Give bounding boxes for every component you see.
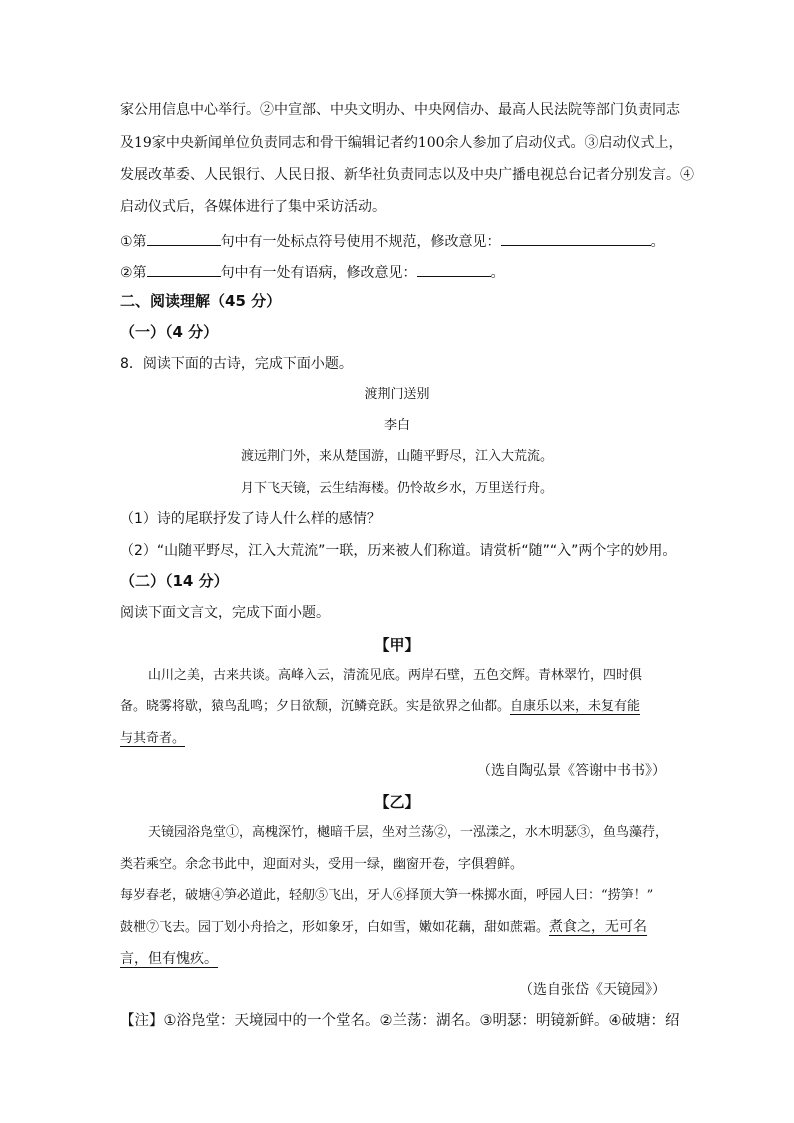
- answer-blank[interactable]: [147, 231, 221, 246]
- question-7-item-1: [120, 231, 665, 251]
- classical-text-line: [120, 918, 647, 937]
- passage-line: 及19家中央新闻单位负责同志和骨干编辑记者约100余人参加了启动仪式。③启动仪式上，: [120, 135, 683, 151]
- answer-blank[interactable]: [501, 231, 651, 246]
- question-7-item-2: [120, 262, 505, 282]
- question-8-sub-1: （1）诗的尾联抒发了诗人什么样的感情？: [120, 511, 381, 527]
- question-8-sub-2: （2）“山随平野尽，江入大荒流”一联，历来被人们称道。请赏析“随”“入”两个字的妙用。: [120, 543, 677, 559]
- passage-line: 家公用信息中心举行。②中宣部、中央文明办、中央网信办、最高人民法院等部门负责同志: [120, 102, 680, 118]
- part-header: （一）（4 分）: [120, 323, 219, 341]
- underlined-sentence: 与其奇者。: [120, 731, 186, 746]
- passage-line: 发展改革委、人民银行、人民日报、新华社负责同志以及中央广播电视总台记者分别发言。④: [120, 167, 694, 183]
- part-header: （二）（14 分）: [120, 572, 229, 590]
- footnote: 【注】①浴凫堂：天境园中的一个堂名。②兰荡：湖名。③明瑟：明镜新鲜。④破塘：绍: [120, 1013, 680, 1029]
- item-text: 句中有一处标点符号使用不规范，修改意见：: [220, 234, 501, 250]
- classical-text-line: [120, 698, 640, 716]
- classical-text-line: 每岁春老，破塘④笋必道此，轻舠⑤飞出，牙人⑥择顶大笋一株掷水面，呼园人曰：“捞笋！”: [120, 888, 654, 903]
- underlined-sentence: 自康乐以来，未复有能: [510, 699, 641, 714]
- underlined-sentence: 煮食之，无可名: [549, 919, 648, 935]
- poem-line: 渡远荆门外，来从楚国游，山随平野尽，江入大荒流。: [240, 449, 553, 464]
- text-label-yi: 【乙】: [374, 793, 420, 811]
- underlined-sentence: 言，但有愧疚。: [120, 951, 218, 967]
- source-note: （选自张岱《天镜园》）: [519, 982, 666, 998]
- item-prefix: ②第: [120, 265, 147, 281]
- answer-blank[interactable]: [147, 262, 221, 277]
- classical-text-line: 天镜园浴凫堂①，高槐深竹，樾暗千层，坐对兰荡②，一泓漾之，水木明瑟③，鱼鸟藻荇，: [148, 825, 669, 840]
- item-text: 句中有一处有语病，修改意见：: [220, 265, 417, 281]
- item-suffix: 。: [490, 265, 505, 281]
- question-8-stem: 8．阅读下面的古诗，完成下面小题。: [120, 356, 353, 372]
- text-segment: 鼓枻⑦飞去。园丁划小舟拾之，形如象牙，白如雪，嫩如花藕，甜如蔗霜。: [120, 920, 550, 935]
- classical-text-line: 山川之美，古来共谈。高峰入云，清流见底。两岸石壁，五色交辉。青林翠竹，四时俱: [148, 668, 643, 683]
- answer-blank[interactable]: [417, 262, 491, 277]
- poem-line: 月下飞天镜，云生结海楼。仍怜故乡水，万里送行舟。: [240, 481, 553, 496]
- item-suffix: 。: [650, 234, 665, 250]
- poem-title: 渡荆门送别: [364, 387, 430, 402]
- item-prefix: ①第: [120, 234, 147, 250]
- part-instruction: 阅读下面文言文，完成下面小题。: [120, 605, 330, 621]
- text-label-jia: 【甲】: [374, 636, 420, 654]
- classical-text-line: 类若乘空。余念书此中，迎面对头，受用一绿，幽窗开卷，字俱碧鲜。: [120, 857, 524, 872]
- passage-line: 启动仪式后，各媒体进行了集中采访活动。: [120, 199, 386, 215]
- text-segment: 备。晓雾将歇，猿鸟乱鸣；夕日欲颓，沉鳞竞跃。实是欲界之仙都。: [120, 699, 511, 714]
- source-note: （选自陶弘景《答谢中书书》）: [477, 763, 666, 779]
- poem-author: 李白: [383, 418, 410, 433]
- section-title: 二、阅读理解（45 分）: [120, 292, 282, 310]
